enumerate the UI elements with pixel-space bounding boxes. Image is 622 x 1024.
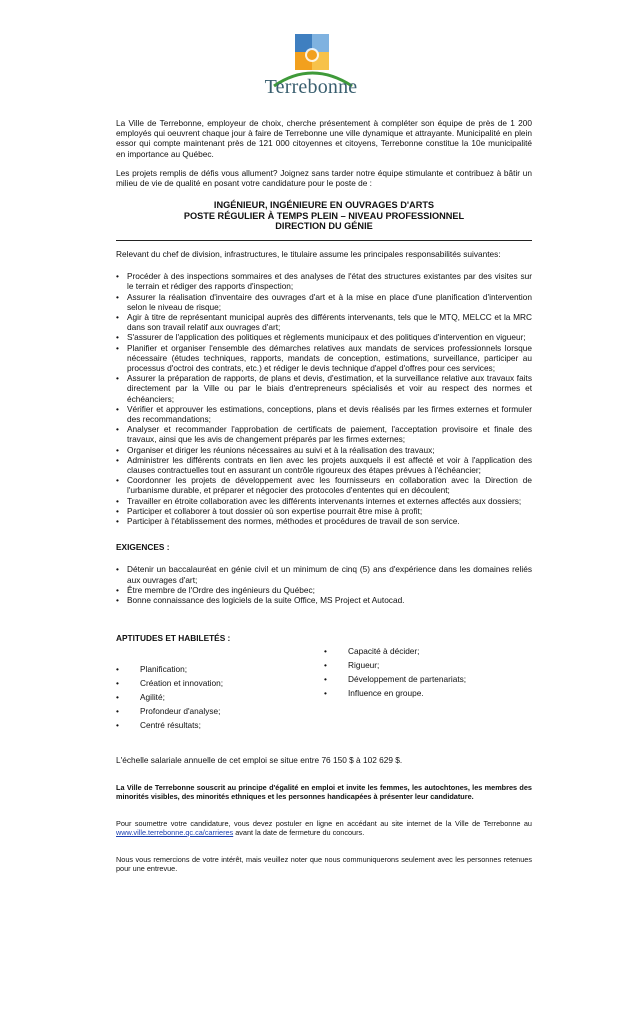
intro-paragraph: La Ville de Terrebonne, employeur de choix, cherche présentement à compléter son équipe de près de 1 200 employés qui oeuvrent chaque jour à faire de Terrebonne une ville dynamique et attrayante. Municipalité en plein essor qui compte maintenant près de 121 000 citoyennes et citoyens, Terrebonne constitue la 10e municipalité en importance au Québec. bbox=[116, 118, 532, 159]
list-item: • Bonne connaissance des logiciels de la suite Office, MS Project et Autocad. bbox=[116, 595, 532, 605]
list-item: • Coordonner les projets de développement avec les fournisseurs en collaboration avec la Direction de l'urbanisme durable, et préparer et négocier des protocoles d'ententes qui en découlent; bbox=[116, 475, 532, 495]
list-item: • Participer et collaborer à tout dossier où son expertise pourrait être mise à profit; bbox=[116, 506, 532, 516]
list-item: • Détenir un baccalauréat en génie civil et un minimum de cinq (5) ans d'expérience dans les domaines reliés aux ouvrages d'art; bbox=[116, 564, 532, 584]
equality-statement: La Ville de Terrebonne souscrit au principe d'égalité en emploi et invite les femmes, les autochtones, les membres des minorités visibles, des minorités ethniques et les personnes handicapées à présenter leur candidature. bbox=[116, 782, 532, 801]
requirements-list bbox=[116, 564, 532, 605]
list-item: • Vérifier et approuver les estimations, conceptions, plans et devis réalisés par les firmes externes et formuler des recommandations; bbox=[116, 404, 532, 424]
aptitudes-columns bbox=[116, 645, 532, 735]
list-item: • Profondeur d'analyse; bbox=[116, 706, 324, 716]
list-item: • Être membre de l'Ordre des ingénieurs du Québec; bbox=[116, 585, 532, 595]
list-item: • Agir à titre de représentant municipal auprès des différents intervenants, tels que le MTQ, MELCC et la MRC dans son travail relatif aux ouvrages d'art; bbox=[116, 312, 532, 332]
requirements-heading: EXIGENCES : bbox=[116, 542, 170, 553]
list-item: • Administrer les différents contrats en lien avec les projets auxquels il est affecté et voir à l'application des clauses contractuelles tout en assurant un contrôle rigoureux des étapes prévues à l'échéancier; bbox=[116, 455, 532, 475]
thanks-note: Nous vous remercions de votre intérêt, mais veuillez noter que nous communiquerons seulement avec les personnes retenues pour une entrevue. bbox=[116, 854, 532, 873]
list-item: • S'assurer de l'application des politiques et règlements municipaux et des politiques d'intervention en vigueur; bbox=[116, 332, 532, 342]
intro-call: Les projets remplis de défis vous allument? Joignez sans tarder notre équipe stimulante et contribuez à bâtir un milieu de vie de qualité en posant votre candidature pour le poste de : bbox=[116, 167, 532, 189]
list-item: • Agilité; bbox=[116, 692, 324, 702]
brand-wordmark: Terrebonne bbox=[264, 76, 358, 98]
list-item: • Capacité à décider; bbox=[324, 646, 532, 656]
apply-text-before: Pour soumettre votre candidature, vous devez postuler en ligne en accédant au site internet de la Ville de Terrebonne au bbox=[116, 818, 532, 828]
job-type: POSTE RÉGULIER À TEMPS PLEIN – NIVEAU PROFESSIONNEL bbox=[183, 210, 465, 221]
list-item: • Planification; bbox=[116, 664, 324, 674]
aptitudes-heading: APTITUDES ET HABILETÉS : bbox=[116, 633, 231, 644]
list-item: • Travailler en étroite collaboration avec les différents intervenants internes et externes affectés aux dossiers; bbox=[116, 496, 532, 506]
list-item: • Influence en groupe. bbox=[324, 688, 532, 698]
salary-text: L'échelle salariale annuelle de cet emploi se situe entre 76 150 $ à 102 629 $. bbox=[116, 754, 403, 765]
list-item: • Analyser et recommander l'approbation de certificats de paiement, l'acceptation provisoire et finale des travaux, ainsi que les avis de changement préparés par les firmes externes; bbox=[116, 424, 532, 444]
divider bbox=[116, 240, 532, 241]
job-title: INGÉNIEUR, INGÉNIEURE EN OUVRAGES D'ARTS bbox=[213, 200, 435, 211]
list-item: • Développement de partenariats; bbox=[324, 674, 532, 684]
apply-text-after: avant la date de fermeture du concours. bbox=[233, 827, 365, 837]
list-item: • Assurer la réalisation d'inventaire des ouvrages d'art et à la mise en place d'une planification d'intervention selon le niveau de risque; bbox=[116, 292, 532, 312]
aptitudes-left-list bbox=[116, 656, 324, 735]
list-item: • Centré résultats; bbox=[116, 720, 324, 730]
posting-content bbox=[116, 118, 532, 873]
list-item: • Assurer la préparation de rapports, de plans et devis, d'estimation, et la surveillance relative aux travaux faits directement par la Ville ou par le biais d'entrepreneurs spécialisés et voir au respect des normes et échéanciers; bbox=[116, 373, 532, 404]
list-item: • Création et innovation; bbox=[116, 678, 324, 688]
careers-link[interactable]: www.ville.terrebonne.qc.ca/carrieres bbox=[116, 827, 234, 837]
list-item: • Rigueur; bbox=[324, 660, 532, 670]
responsibilities-list bbox=[116, 271, 532, 526]
job-department: DIRECTION DU GÉNIE bbox=[275, 221, 373, 232]
job-title-block bbox=[116, 200, 532, 232]
apply-instructions bbox=[116, 819, 532, 837]
responsibilities-intro: Relevant du chef de division, infrastructures, le titulaire assume les principales responsabilités suivantes: bbox=[116, 249, 501, 259]
list-item: • Organiser et diriger les réunions nécessaires au suivi et à la réalisation des travaux; bbox=[116, 445, 532, 455]
list-item: • Procéder à des inspections sommaires et des analyses de l'état des structures existantes par des visites sur le terrain et rédiger des rapports d'inspection; bbox=[116, 271, 532, 291]
list-item: • Participer à l'établissement des normes, méthodes et procédures de travail de son service. bbox=[116, 516, 532, 526]
list-item: • Planifier et organiser l'ensemble des démarches relatives aux mandats de services professionnels lorsque nécessaire (études techniques, rapports, mandats de conception, estimations, surveillance, participer au processus d'octroi des contrats, etc.) et rédiger le devis technique d'appel d'offres pour ces services; bbox=[116, 343, 532, 374]
aptitudes-right-list bbox=[324, 646, 532, 735]
